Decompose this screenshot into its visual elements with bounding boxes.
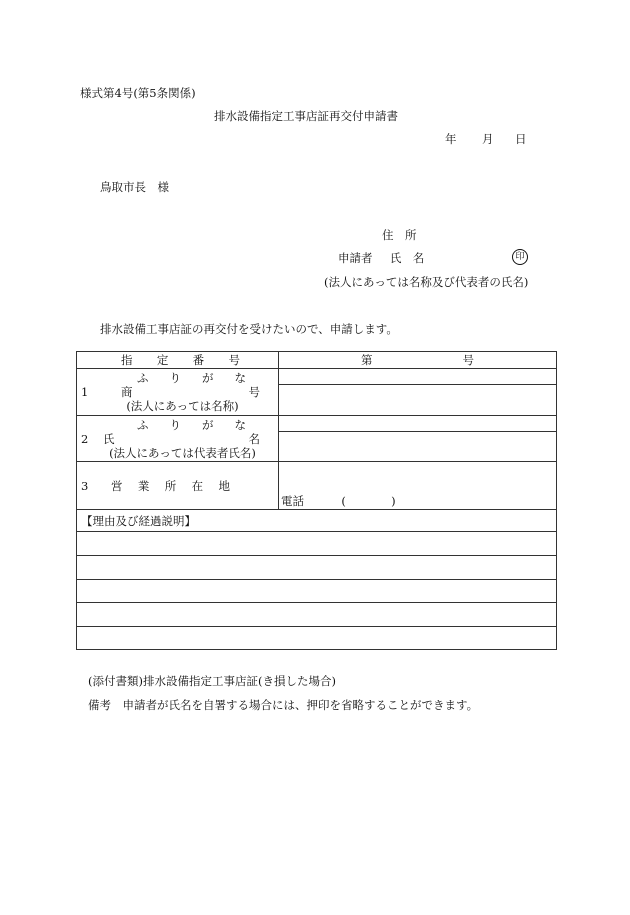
reason-line-4[interactable]	[77, 603, 557, 627]
designation-number-cell[interactable]	[279, 352, 557, 369]
date-day-label: 日	[515, 132, 527, 146]
trade-name-furigana-input[interactable]	[279, 369, 557, 385]
field1-number: 1	[81, 385, 89, 399]
owner-name-furigana-input[interactable]	[279, 416, 557, 432]
furigana-label-2: ふ り が な	[137, 417, 246, 432]
application-table	[76, 351, 557, 650]
number-suffix: 号	[462, 353, 474, 367]
office-address-label: 営 業 所 在 地	[111, 478, 230, 493]
number-prefix: 第	[361, 353, 373, 367]
trade-name-note: (法人にあっては名称)	[126, 399, 239, 413]
date-month-label: 月	[482, 132, 494, 146]
phone-open-paren: (	[341, 494, 346, 508]
owner-name-note: (法人にあっては代表者氏名)	[109, 445, 256, 460]
name-label: 氏 名	[389, 251, 425, 265]
form-number: 様式第4号(第5条関係)	[80, 86, 196, 100]
addressee: 鳥取市長 様	[100, 180, 169, 194]
reason-line-1[interactable]	[77, 532, 557, 556]
remarks-note: 備考 申請者が氏名を自署する場合には、押印を省略することができます。	[88, 698, 479, 712]
reason-line-2[interactable]	[77, 556, 557, 580]
field2-number: 2	[81, 431, 89, 446]
seal-mark-icon: 印	[512, 249, 528, 265]
reason-line-5[interactable]	[77, 627, 557, 650]
owner-name-input[interactable]	[279, 432, 557, 462]
intro-text: 排水設備工事店証の再交付を受けたいので、申請します。	[100, 322, 398, 336]
applicant-label: 申請者	[338, 251, 373, 265]
office-address-label-cell	[77, 462, 279, 510]
phone-label: 電話	[281, 494, 304, 508]
phone-line	[281, 494, 400, 508]
address-label: 住 所	[382, 228, 417, 242]
designation-label: 指 定 番 号	[121, 353, 240, 367]
reason-header: 【理由及び経過説明】	[77, 510, 557, 532]
trade-name-label-cell	[77, 369, 279, 416]
date-year-label: 年	[445, 132, 457, 146]
attachments-note: (添付書類)排水設備指定工事店証(き損した場合)	[88, 674, 336, 688]
phone-close-paren: )	[391, 494, 396, 508]
furigana-label-1: ふ り が な	[137, 371, 246, 385]
office-address-input[interactable]	[279, 462, 557, 510]
applicant-name-row	[338, 250, 424, 266]
document-title: 排水設備指定工事店証再交付申請書	[214, 109, 398, 123]
field3-number: 3	[81, 478, 89, 493]
trade-name-label: 商 号	[121, 385, 260, 399]
owner-name-label-cell	[77, 416, 279, 462]
corporation-note: (法人にあっては名称及び代表者の氏名)	[324, 275, 529, 289]
reason-line-3[interactable]	[77, 580, 557, 603]
trade-name-input[interactable]	[279, 385, 557, 416]
designation-label-cell	[77, 352, 279, 369]
owner-name-label: 氏 名	[103, 431, 260, 446]
